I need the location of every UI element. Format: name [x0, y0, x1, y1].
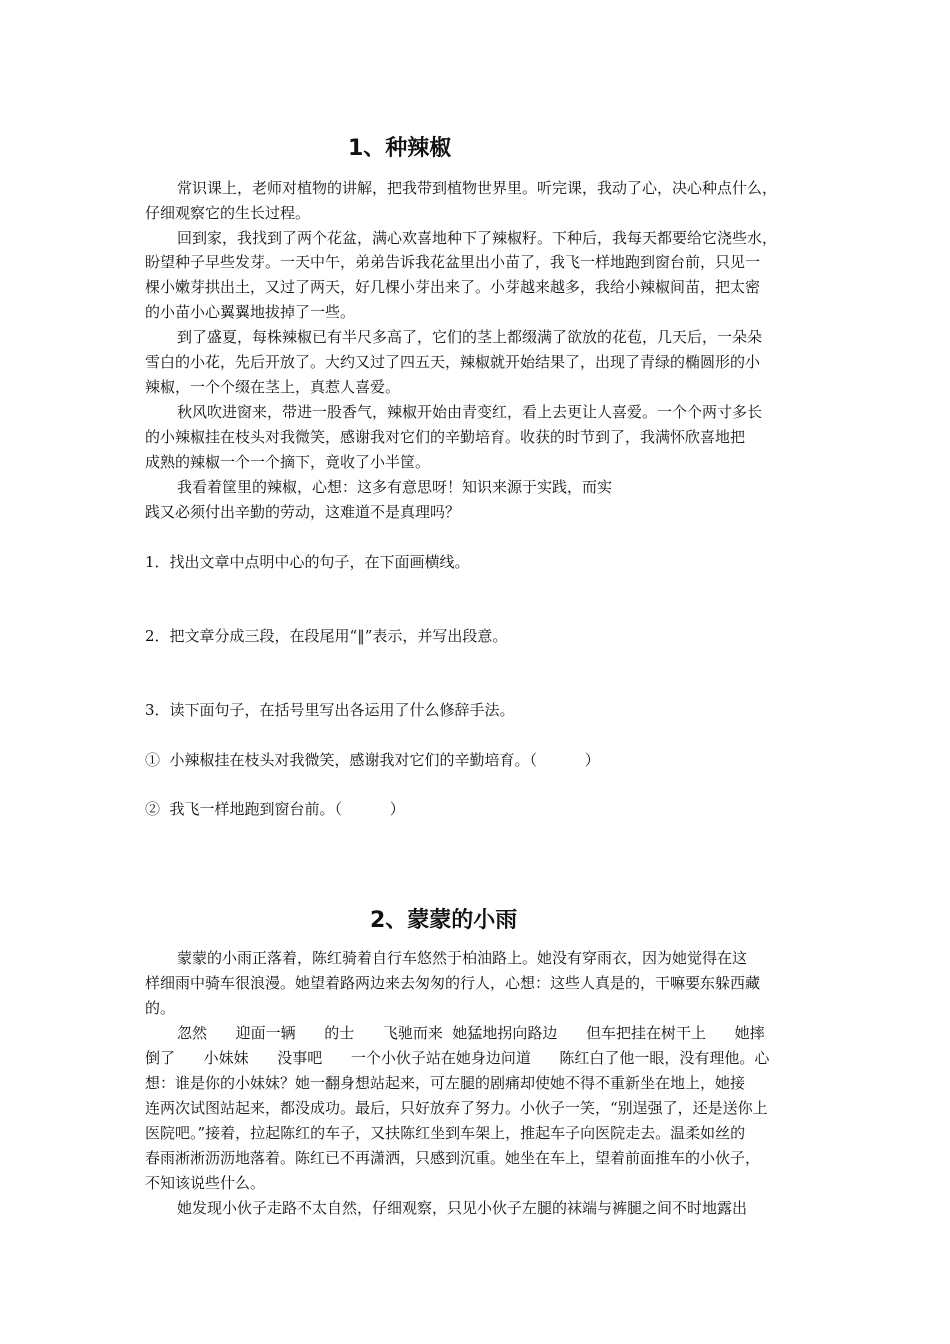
article1-line: 践又必须付出辛勤的劳动，这难道不是真理吗？: [145, 503, 461, 521]
article1-line: 到了盛夏，每株辣椒已有半尺多高了，它们的茎上都缀满了欲放的花苞，几天后，一朵朵: [177, 328, 763, 346]
article1-line: 成熟的辣椒一个一个摘下，竟收了小半筐。: [145, 453, 431, 471]
article1-line: 仔细观察它的生长过程。: [145, 204, 311, 222]
article2-line: 的。: [145, 999, 176, 1017]
article2-line: 春雨淅淅沥沥地落着。陈红已不再潇洒，只感到沉重。她坐在车上，望着前面推车的小伙子，: [145, 1149, 761, 1167]
article1-line: 我看着筐里的辣椒，心想：这多有意思呀！知识来源于实践，而实: [177, 478, 613, 496]
question-3-item-1: ① 小辣椒挂在枝头对我微笑，感谢我对它们的辛勤培育。（ ）: [145, 751, 600, 769]
article1-line: 盼望种子早些发芽。一天中午，弟弟告诉我花盆里出小苗了，我飞一样地跑到窗台前，只见一: [145, 253, 761, 271]
article1-line: 棵小嫩芽拱出土，又过了两天，好几棵小芽出来了。小芽越来越多，我给小辣椒间苗，把太密: [145, 278, 761, 296]
question-3-item-2: ② 我飞一样地跑到窗台前。（ ）: [145, 800, 405, 818]
article1-line: 回到家，我找到了两个花盆，满心欢喜地种下了辣椒籽。下种后，我每天都要给它浇些水，: [177, 229, 778, 247]
article1-line: 雪白的小花，先后开放了。大约又过了四五天，辣椒就开始结果了，出现了青绿的椭圆形的小: [145, 353, 761, 371]
question-1: 1．找出文章中点明中心的句子，在下面画横线。: [145, 553, 470, 571]
question-3: 3．读下面句子，在括号里写出各运用了什么修辞手法。: [145, 701, 515, 719]
article1-line: 的小苗小心翼翼地拔掉了一些。: [145, 303, 356, 321]
article2-line: 忽然 迎面一辆 的士 飞驰而来 她猛地拐向路边 但车把挂在树干上 她摔: [177, 1024, 765, 1042]
article1-title: 1、种辣椒: [348, 136, 452, 161]
article2-line: 医院吧。”接着，拉起陈红的车子，又扶陈红坐到车架上，推起车子向医院走去。温柔如丝的: [145, 1124, 746, 1142]
article2-line: 倒了 小妹妹 没事吧 一个小伙子站在她身边问道 陈红白了他一眼，没有理他。心: [145, 1049, 770, 1067]
article2-title: 2、蒙蒙的小雨: [370, 908, 518, 933]
article2-line: 连两次试图站起来，都没成功。最后，只好放弃了努力。小伙子一笑，“别逞强了，还是送你上: [145, 1099, 768, 1117]
article2-line: 蒙蒙的小雨正落着，陈红骑着自行车悠然于柏油路上。她没有穿雨衣，因为她觉得在这: [177, 949, 748, 967]
article2-line: 样细雨中骑车很浪漫。她望着路两边来去匆匆的行人，心想：这些人真是的，干嘛要东躲西藏: [145, 974, 761, 992]
article1-line: 常识课上，老师对植物的讲解，把我带到植物世界里。听完课，我动了心，决心种点什么，: [177, 179, 778, 197]
article1-line: 辣椒，一个个缀在茎上，真惹人喜爱。: [145, 378, 401, 396]
article1-line: 秋风吹进窗来，带进一股香气，辣椒开始由青变红，看上去更让人喜爱。一个个两寸多长: [177, 403, 763, 421]
article1-line: 的小辣椒挂在枝头对我微笑，感谢我对它们的辛勤培育。收获的时节到了，我满怀欣喜地把: [145, 428, 746, 446]
question-2: 2．把文章分成三段，在段尾用“‖”表示，并写出段意。: [145, 627, 508, 645]
article2-line: 不知该说些什么。: [145, 1174, 266, 1192]
article2-line: 想：谁是你的小妹妹？她一翻身想站起来，可左腿的剧痛却使她不得不重新坐在地上，她接: [145, 1074, 746, 1092]
article2-line: 她发现小伙子走路不太自然，仔细观察，只见小伙子左腿的袜端与裤腿之间不时地露出: [177, 1199, 748, 1217]
